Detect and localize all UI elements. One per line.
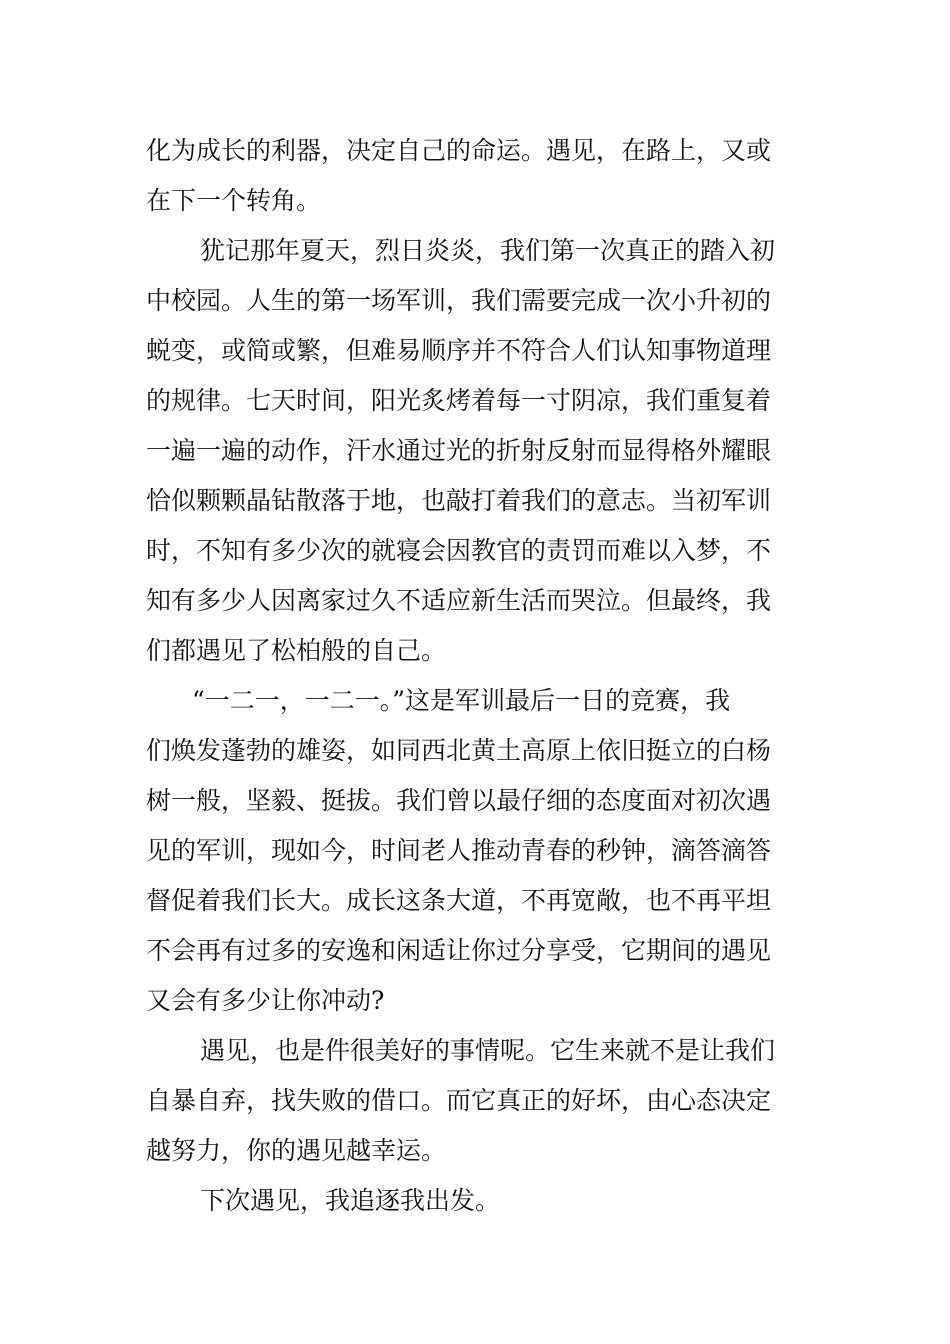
paragraph-first-line: 犹记那年夏天，烈日炎炎，我们第一次真正的踏入初 (200, 236, 776, 265)
text-line: 不会再有过多的安逸和闲适让你过分享受，它期间的遇见 (146, 936, 772, 965)
text-line: 恰似颗颗晶钻散落于地，也敲打着我们的意志。当初军训 (146, 486, 772, 515)
text-line: 时，不知有多少次的就寝会因教官的责罚而难以入梦，不 (146, 536, 772, 565)
text-line: 一遍一遍的动作，汗水通过光的折射反射而显得格外耀眼 (146, 436, 772, 465)
text-line: 蜕变，或简或繁，但难易顺序并不符合人们认知事物道理 (146, 336, 772, 365)
text-line: 自暴自弃，找失败的借口。而它真正的好坏，由心态决定 (146, 1086, 772, 1115)
text-line: 们都遇见了松柏般的自己。 (146, 636, 447, 665)
text-line: 督促着我们长大。成长这条大道，不再宽敞，也不再平坦 (146, 886, 772, 915)
text-line: 在下一个转角。 (146, 186, 322, 215)
text-line: 知有多少人因离家过久不适应新生活而哭泣。但最终，我 (146, 586, 772, 615)
text-line: 越努力，你的遇见越幸运。 (146, 1136, 447, 1165)
text-line: 中校园。人生的第一场军训，我们需要完成一次小升初的 (146, 286, 772, 315)
paragraph-first-line: 遇见，也是件很美好的事情呢。它生来就不是让我们 (200, 1036, 776, 1065)
text-line: 又会有多少让你冲动? (146, 986, 385, 1015)
paragraph-first-line: “一二一，一二一。”这是军训最后一日的竞赛，我 (192, 686, 731, 715)
text-line: 树一般，坚毅、挺拔。我们曾以最仔细的态度面对初次遇 (146, 786, 772, 815)
text-line: 们焕发蓬勃的雄姿，如同西北黄土高原上依旧挺立的白杨 (146, 736, 772, 765)
text-line: 见的军训，现如今，时间老人推动青春的秒钟，滴答滴答 (146, 836, 772, 865)
paragraph-first-line: 下次遇见，我追逐我出发。 (200, 1186, 501, 1215)
document-body (146, 126, 806, 1226)
text-line: 化为成长的利器，决定自己的命运。遇见，在路上，又或 (146, 136, 772, 165)
text-line: 的规律。七天时间，阳光炙烤着每一寸阴凉，我们重复着 (146, 386, 772, 415)
